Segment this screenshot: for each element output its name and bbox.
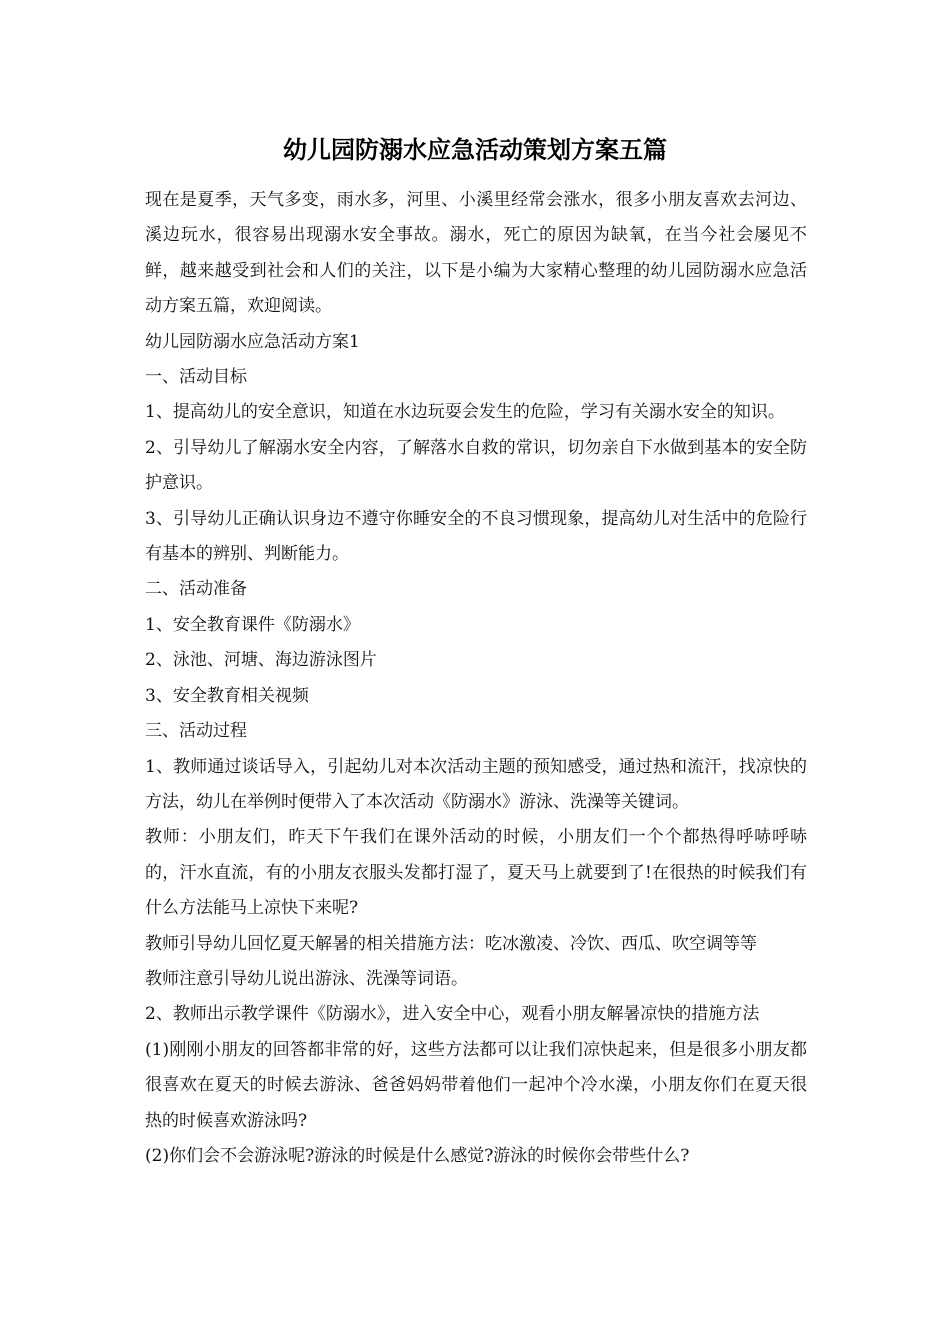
- section-heading-process: 三、活动过程: [145, 721, 247, 742]
- process-paragraph: 教师引导幼儿回忆夏天解暑的相关措施方法：吃冰激凌、冷饮、西瓜、吹空调等等: [145, 933, 757, 954]
- process-paragraph: 2、教师出示教学课件《防溺水》，进入安全中心，观看小朋友解暑凉快的措施方法: [145, 1004, 760, 1025]
- preparation-item: 3、安全教育相关视频: [145, 685, 309, 706]
- document-title: 幼儿园防溺水应急活动策划方案五篇: [283, 135, 667, 164]
- section-heading-goals: 一、活动目标: [145, 367, 247, 388]
- process-paragraph: 教师注意引导幼儿说出游泳、洗澡等词语。: [145, 968, 468, 989]
- document-body: [145, 183, 807, 1174]
- process-paragraph: (1)刚刚小朋友的回答都非常的好，这些方法都可以让我们凉快起来，但是很多小朋友都很喜欢在夏天的时候去游泳、爸爸妈妈带着他们一起冲个冷水澡，小朋友你们在夏天很热的时候喜欢游泳吗?: [145, 1039, 807, 1131]
- goal-item: 2、引导幼儿了解溺水安全内容，了解落水自救的常识，切勿亲自下水做到基本的安全防护意识。: [145, 437, 807, 494]
- process-paragraph: 1、教师通过谈话导入，引起幼儿对本次活动主题的预知感受，通过热和流汗，找凉快的方法，幼儿在举例时便带入了本次活动《防溺水》游泳、洗澡等关键词。: [145, 756, 807, 812]
- plan-heading: 幼儿园防溺水应急活动方案1: [145, 331, 360, 352]
- goal-item: 3、引导幼儿正确认识身边不遵守你睡安全的不良习惯现象，提高幼儿对生活中的危险行有基本的辨别、判断能力。: [145, 508, 807, 565]
- intro-paragraph: 现在是夏季，天气多变，雨水多，河里、小溪里经常会涨水，很多小朋友喜欢去河边、溪边玩水，很容易出现溺水安全事故。溺水，死亡的原因为缺氧，在当今社会屡见不鲜，越来越受到社会和人们的关注，以下是小编为大家精心整理的幼儿园防溺水应急活动方案五篇，欢迎阅读。: [145, 190, 807, 317]
- process-paragraph: 教师：小朋友们，昨天下午我们在课外活动的时候，小朋友们一个个都热得呼哧呼哧的，汗水直流，有的小朋友衣服头发都打湿了，夏天马上就要到了!在很热的时候我们有什么方法能马上凉快下来呢?: [145, 827, 807, 919]
- section-heading-preparation: 二、活动准备: [145, 579, 247, 600]
- preparation-item: 2、泳池、河塘、海边游泳图片: [145, 650, 377, 671]
- preparation-item: 1、安全教育课件《防溺水》: [145, 614, 360, 635]
- goal-item: 1、提高幼儿的安全意识，知道在水边玩耍会发生的危险，学习有关溺水安全的知识。: [145, 402, 785, 423]
- process-paragraph: (2)你们会不会游泳呢?游泳的时候是什么感觉?游泳的时候你会带些什么?: [145, 1145, 690, 1166]
